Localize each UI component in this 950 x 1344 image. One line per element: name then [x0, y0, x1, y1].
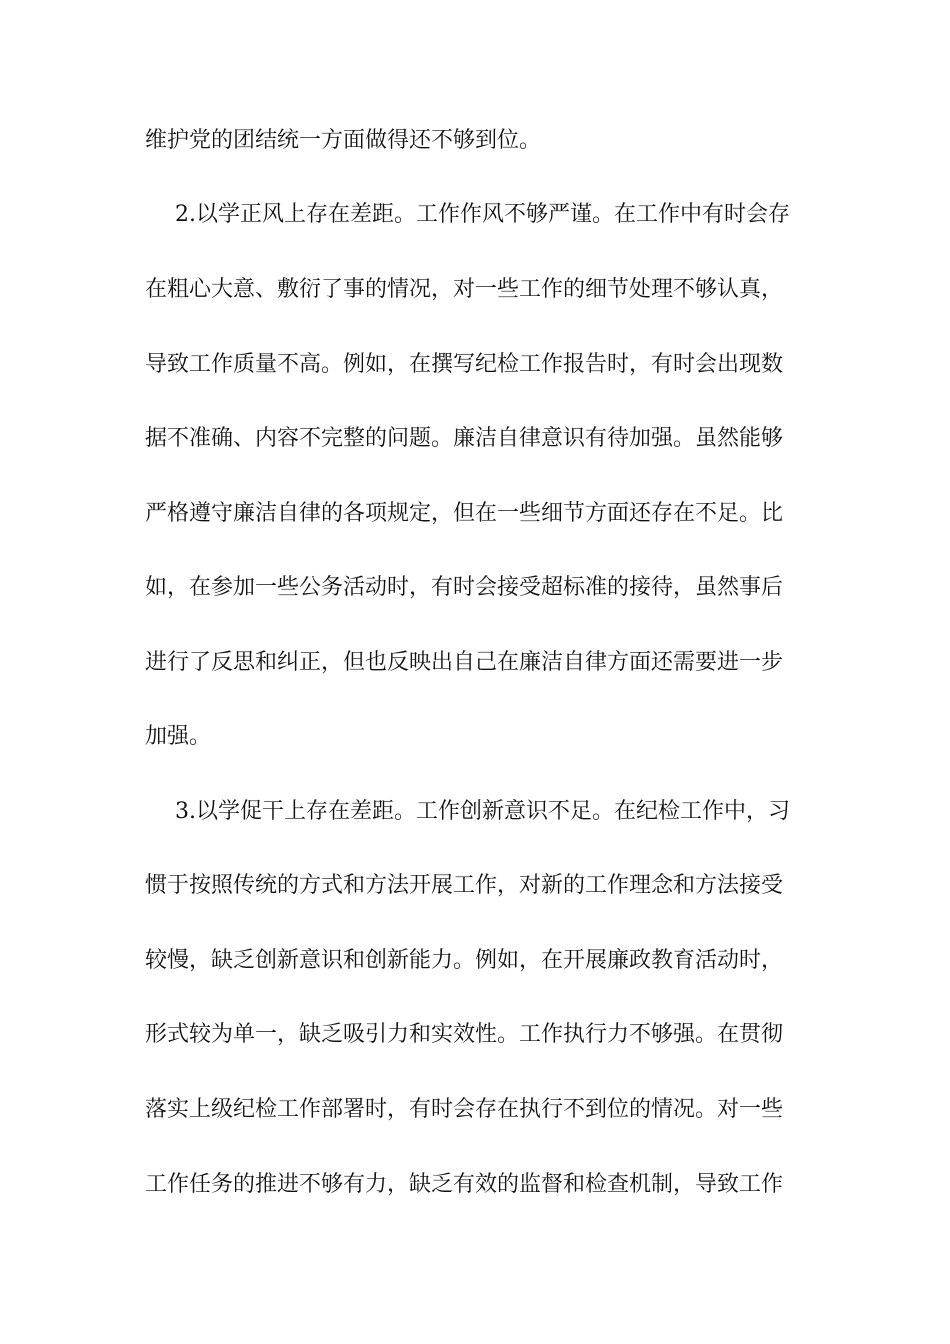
- text-line: 较慢，缺乏创新意识和创新能力。例如，在开展廉政教育活动时，: [145, 948, 784, 973]
- text-line: 严格遵守廉洁自律的各项规定，但在一些细节方面还存在不足。比: [145, 501, 784, 526]
- text-line: 如，在参加一些公务活动时，有时会接受超标准的接待，虽然事后: [145, 575, 784, 600]
- text-line: 在粗心大意、敷衍了事的情况，对一些工作的细节处理不够认真，: [145, 277, 784, 302]
- text-line: 据不准确、内容不完整的问题。廉洁自律意识有待加强。虽然能够: [145, 426, 784, 451]
- text-line: 加强。: [145, 724, 212, 749]
- text-line: 导致工作质量不高。例如，在撰写纪检工作报告时，有时会出现数: [145, 352, 784, 377]
- text-line: 进行了反思和纠正，但也反映出自己在廉洁自律方面还需要进一步: [145, 650, 784, 675]
- text-line: 落实上级纪检工作部署时，有时会存在执行不到位的情况。对一些: [145, 1097, 784, 1122]
- text-line: 维护党的团结统一方面做得还不够到位。: [145, 128, 542, 153]
- text-line: 形式较为单一，缺乏吸引力和实效性。工作执行力不够强。在贯彻: [145, 1022, 784, 1047]
- paragraph-3-first-line: 3.以学促干上存在差距。工作创新意识不足。在纪检工作中，习: [175, 799, 790, 824]
- text-line: 惯于按照传统的方式和方法开展工作，对新的工作理念和方法接受: [145, 873, 784, 898]
- text-line: 工作任务的推进不够有力，缺乏有效的监督和检查机制，导致工作: [145, 1172, 784, 1197]
- paragraph-2-first-line: 2.以学正风上存在差距。工作作风不够严谨。在工作中有时会存: [175, 202, 790, 227]
